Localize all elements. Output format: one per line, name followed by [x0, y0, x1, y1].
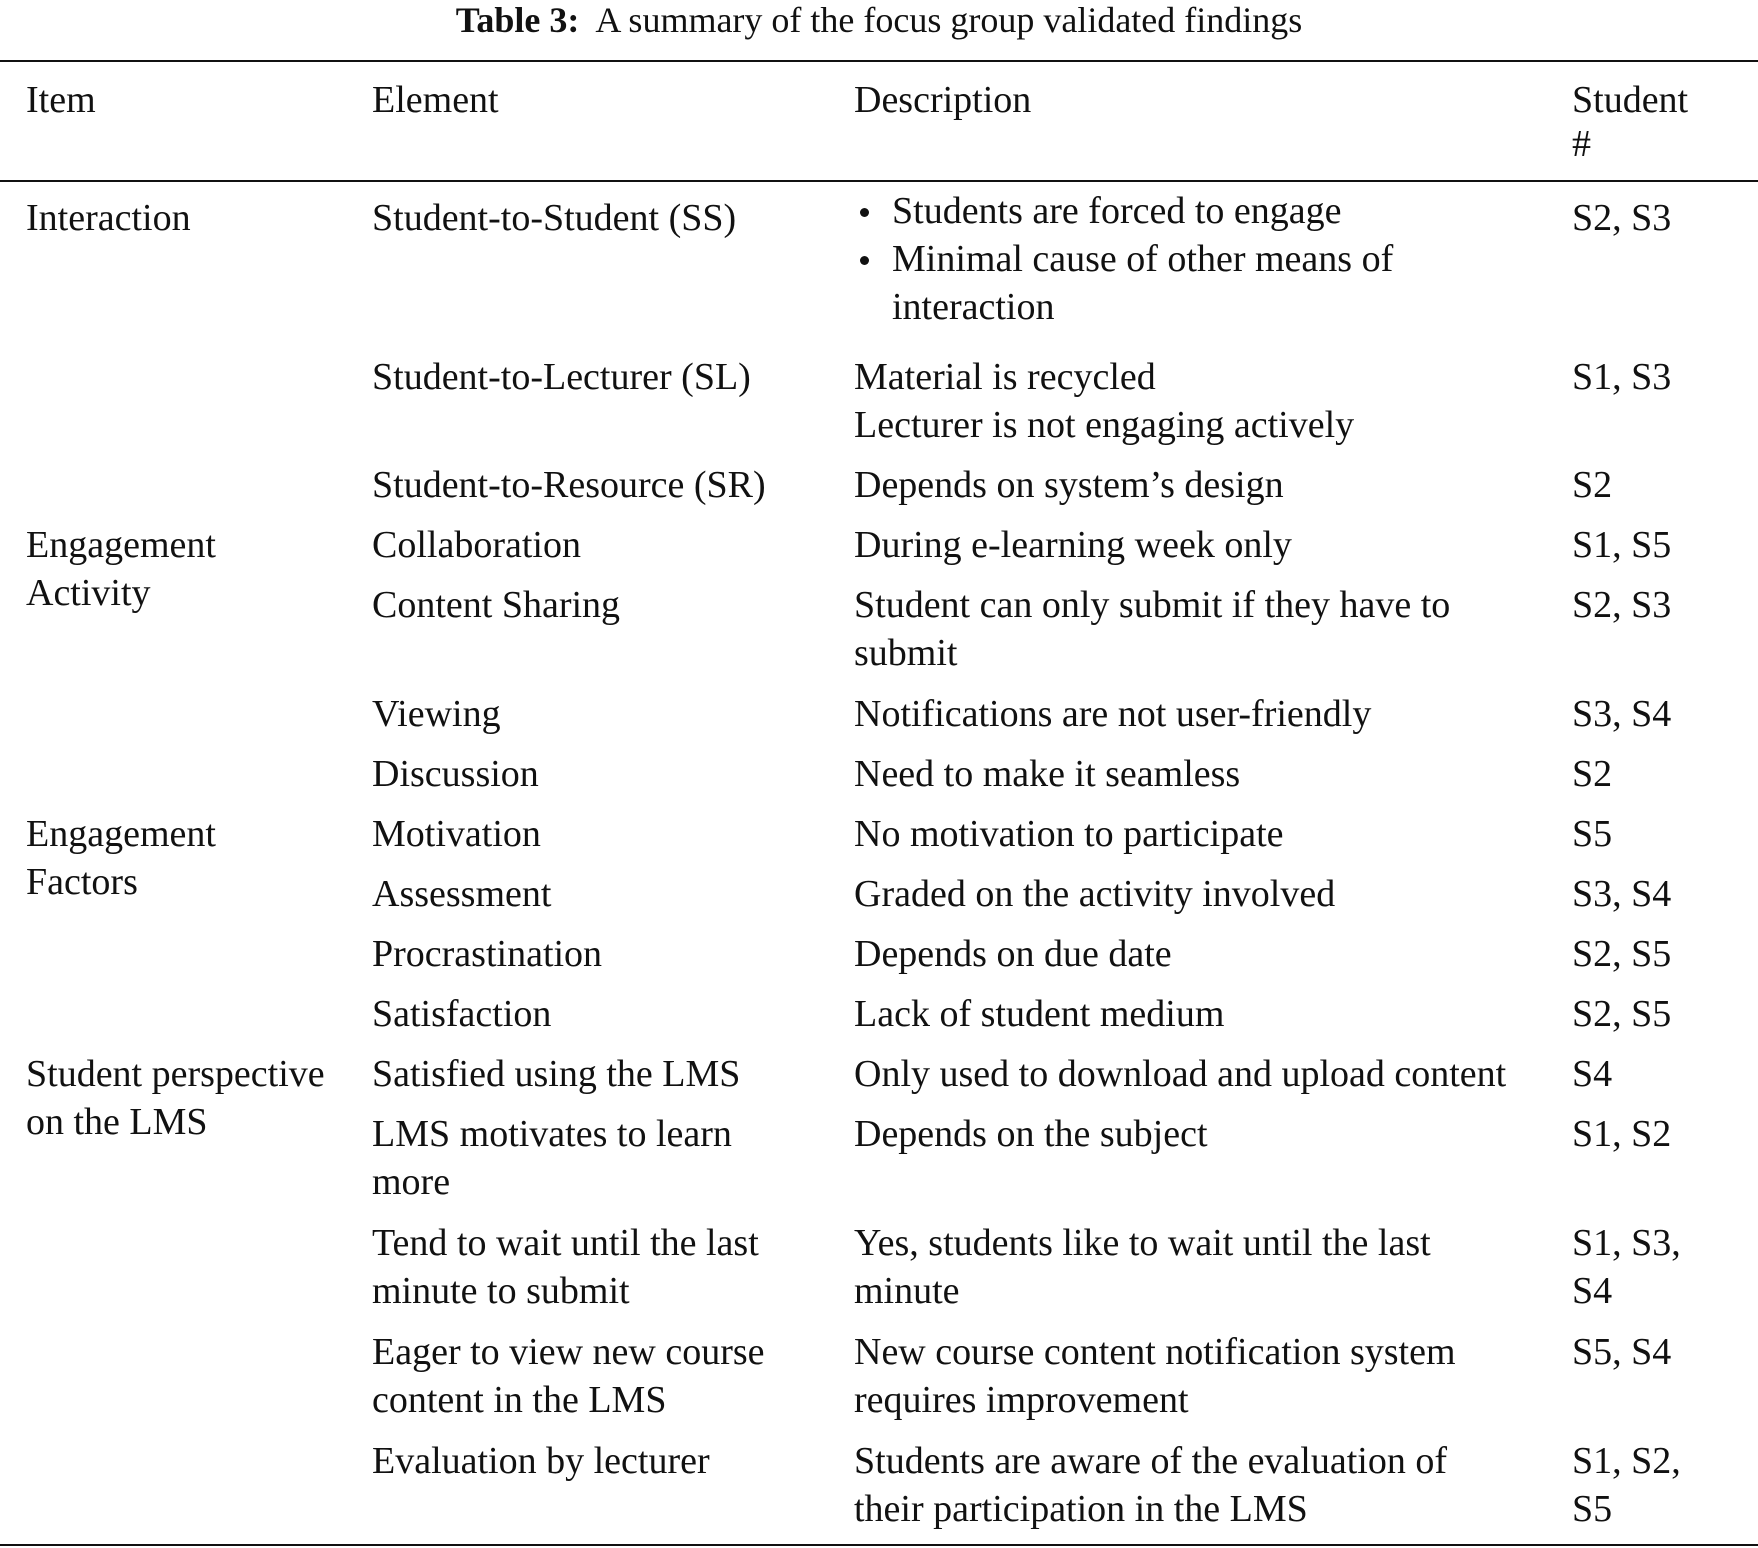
row-3-item-line: Activity	[26, 572, 151, 614]
row-9-description-line: Depends on due date	[854, 933, 1172, 975]
row-4-students	[1572, 581, 1671, 629]
row-5-students-line: S3, S4	[1572, 693, 1672, 735]
row-13-element-line: minute to submit	[372, 1270, 630, 1312]
row-12-students	[1572, 1110, 1671, 1158]
row-13-element	[372, 1219, 759, 1315]
row-6-students-line: S2	[1572, 753, 1613, 795]
row-12-element-line: LMS motivates to learn	[372, 1113, 732, 1155]
header-element: Element	[372, 79, 499, 121]
row-0-item	[26, 194, 191, 242]
header-description: Description	[854, 79, 1032, 121]
row-15-element	[372, 1437, 710, 1485]
row-1-students-line: S1, S3	[1572, 356, 1672, 398]
row-2-students-line: S2	[1572, 464, 1613, 506]
row-3-element	[372, 521, 581, 569]
table-bottom-rule	[0, 1544, 1758, 1546]
row-13-description	[854, 1219, 1431, 1315]
row-0-item-line: Interaction	[26, 197, 191, 239]
bullet-text: Minimal cause of other means of	[892, 238, 1394, 280]
row-13-element-line: Tend to wait until the last	[372, 1222, 759, 1264]
row-14-students-line: S5, S4	[1572, 1331, 1672, 1373]
bullet-icon	[860, 208, 869, 217]
row-9-element-line: Procrastination	[372, 933, 603, 975]
row-13-students-line: S4	[1572, 1270, 1613, 1312]
row-11-item-line: on the LMS	[26, 1101, 208, 1143]
row-12-students-line: S1, S2	[1572, 1113, 1672, 1155]
row-9-students	[1572, 930, 1671, 978]
row-11-item	[26, 1050, 325, 1146]
row-14-element-line: Eager to view new course	[372, 1331, 765, 1373]
row-5-students	[1572, 690, 1671, 738]
bullet-text: Students are forced to engage	[892, 190, 1342, 232]
row-3-description-line: During e-learning week only	[854, 524, 1292, 566]
row-7-element	[372, 810, 541, 858]
row-2-description-line: Depends on system’s design	[854, 464, 1284, 506]
bullet-icon	[860, 256, 869, 265]
row-12-element-line: more	[372, 1161, 451, 1203]
row-1-description-line: Lecturer is not engaging actively	[854, 404, 1355, 446]
row-0-students-line: S2, S3	[1572, 197, 1672, 239]
row-7-item-line: Engagement	[26, 813, 216, 855]
row-6-element-line: Discussion	[372, 753, 539, 795]
row-1-description	[854, 353, 1354, 449]
row-11-description-line: Only used to download and upload content	[854, 1053, 1507, 1095]
row-13-description-line: minute	[854, 1270, 960, 1312]
bullet-text: interaction	[892, 286, 1055, 328]
row-12-element	[372, 1110, 732, 1206]
table-header-rule	[0, 180, 1758, 182]
row-3-students	[1572, 521, 1671, 569]
row-9-element	[372, 930, 602, 978]
row-4-description-line: submit	[854, 632, 958, 674]
row-10-description	[854, 990, 1224, 1038]
row-14-description-line: New course content notification system	[854, 1331, 1456, 1373]
row-4-description	[854, 581, 1450, 677]
row-0-bullet-list	[854, 187, 1393, 331]
row-2-students	[1572, 461, 1612, 509]
row-13-students	[1572, 1219, 1681, 1315]
row-7-item	[26, 810, 216, 906]
row-1-element	[372, 353, 751, 401]
row-4-element	[372, 581, 620, 629]
row-10-description-line: Lack of student medium	[854, 993, 1225, 1035]
row-3-students-line: S1, S5	[1572, 524, 1672, 566]
row-11-element	[372, 1050, 740, 1098]
row-4-element-line: Content Sharing	[372, 584, 621, 626]
row-11-description	[854, 1050, 1506, 1098]
row-13-students-line: S1, S3,	[1572, 1222, 1681, 1264]
row-5-description	[854, 690, 1371, 738]
row-15-element-line: Evaluation by lecturer	[372, 1440, 710, 1482]
header-student	[1572, 76, 1688, 168]
row-7-description-line: No motivation to participate	[854, 813, 1284, 855]
row-8-element	[372, 870, 551, 918]
row-7-students-line: S5	[1572, 813, 1613, 855]
row-0-description	[854, 187, 1393, 331]
row-7-description	[854, 810, 1284, 858]
row-3-element-line: Collaboration	[372, 524, 581, 566]
row-15-description-line: Students are aware of the evaluation of	[854, 1440, 1447, 1482]
row-4-description-line: Student can only submit if they have to	[854, 584, 1451, 626]
row-2-element-line: Student-to-Resource (SR)	[372, 464, 766, 506]
header-item: Item	[26, 79, 96, 121]
row-11-element-line: Satisfied using the LMS	[372, 1053, 741, 1095]
table-top-rule	[0, 60, 1758, 62]
row-13-description-line: Yes, students like to wait until the last	[854, 1222, 1431, 1264]
row-2-description	[854, 461, 1284, 509]
row-14-students	[1572, 1328, 1671, 1376]
row-8-students-line: S3, S4	[1572, 873, 1672, 915]
header-student-line2: #	[1572, 123, 1591, 165]
row-7-element-line: Motivation	[372, 813, 541, 855]
row-3-item	[26, 521, 216, 617]
row-5-element-line: Viewing	[372, 693, 501, 735]
row-6-description	[854, 750, 1240, 798]
bullet-continuation	[854, 283, 1393, 331]
row-1-students	[1572, 353, 1671, 401]
row-10-students	[1572, 990, 1671, 1038]
bullet-item	[854, 187, 1393, 235]
row-10-element	[372, 990, 551, 1038]
row-14-description	[854, 1328, 1456, 1424]
row-6-students	[1572, 750, 1612, 798]
row-15-description	[854, 1437, 1447, 1533]
row-11-students	[1572, 1050, 1612, 1098]
row-11-item-line: Student perspective	[26, 1053, 325, 1095]
row-15-students-line: S1, S2,	[1572, 1440, 1681, 1482]
row-5-description-line: Notifications are not user-friendly	[854, 693, 1372, 735]
row-0-element	[372, 194, 736, 242]
row-8-description-line: Graded on the activity involved	[854, 873, 1336, 915]
bullet-item	[854, 235, 1393, 283]
row-12-description	[854, 1110, 1208, 1158]
row-6-description-line: Need to make it seamless	[854, 753, 1241, 795]
row-2-element	[372, 461, 766, 509]
row-12-description-line: Depends on the subject	[854, 1113, 1208, 1155]
row-1-element-line: Student-to-Lecturer (SL)	[372, 356, 751, 398]
row-9-students-line: S2, S5	[1572, 933, 1672, 975]
row-8-description	[854, 870, 1335, 918]
header-student-line1: Student	[1572, 79, 1689, 121]
row-11-students-line: S4	[1572, 1053, 1613, 1095]
row-3-description	[854, 521, 1292, 569]
row-4-students-line: S2, S3	[1572, 584, 1672, 626]
row-5-element	[372, 690, 501, 738]
table-caption	[0, 0, 1758, 40]
row-9-description	[854, 930, 1172, 978]
row-14-element-line: content in the LMS	[372, 1379, 667, 1421]
row-7-item-line: Factors	[26, 861, 138, 903]
row-14-description-line: requires improvement	[854, 1379, 1189, 1421]
row-3-item-line: Engagement	[26, 524, 216, 566]
row-15-students	[1572, 1437, 1681, 1533]
row-0-element-line: Student-to-Student (SS)	[372, 197, 737, 239]
table-caption-label: Table 3:	[455, 0, 580, 40]
row-8-students	[1572, 870, 1671, 918]
row-15-description-line: their participation in the LMS	[854, 1488, 1308, 1530]
row-6-element	[372, 750, 539, 798]
row-10-students-line: S2, S5	[1572, 993, 1672, 1035]
row-10-element-line: Satisfaction	[372, 993, 552, 1035]
row-1-description-line: Material is recycled	[854, 356, 1156, 398]
row-15-students-line: S5	[1572, 1488, 1613, 1530]
row-14-element	[372, 1328, 765, 1424]
row-7-students	[1572, 810, 1612, 858]
row-0-students	[1572, 194, 1671, 242]
table-caption-text: A summary of the focus group validated findings	[595, 0, 1303, 40]
row-8-element-line: Assessment	[372, 873, 552, 915]
